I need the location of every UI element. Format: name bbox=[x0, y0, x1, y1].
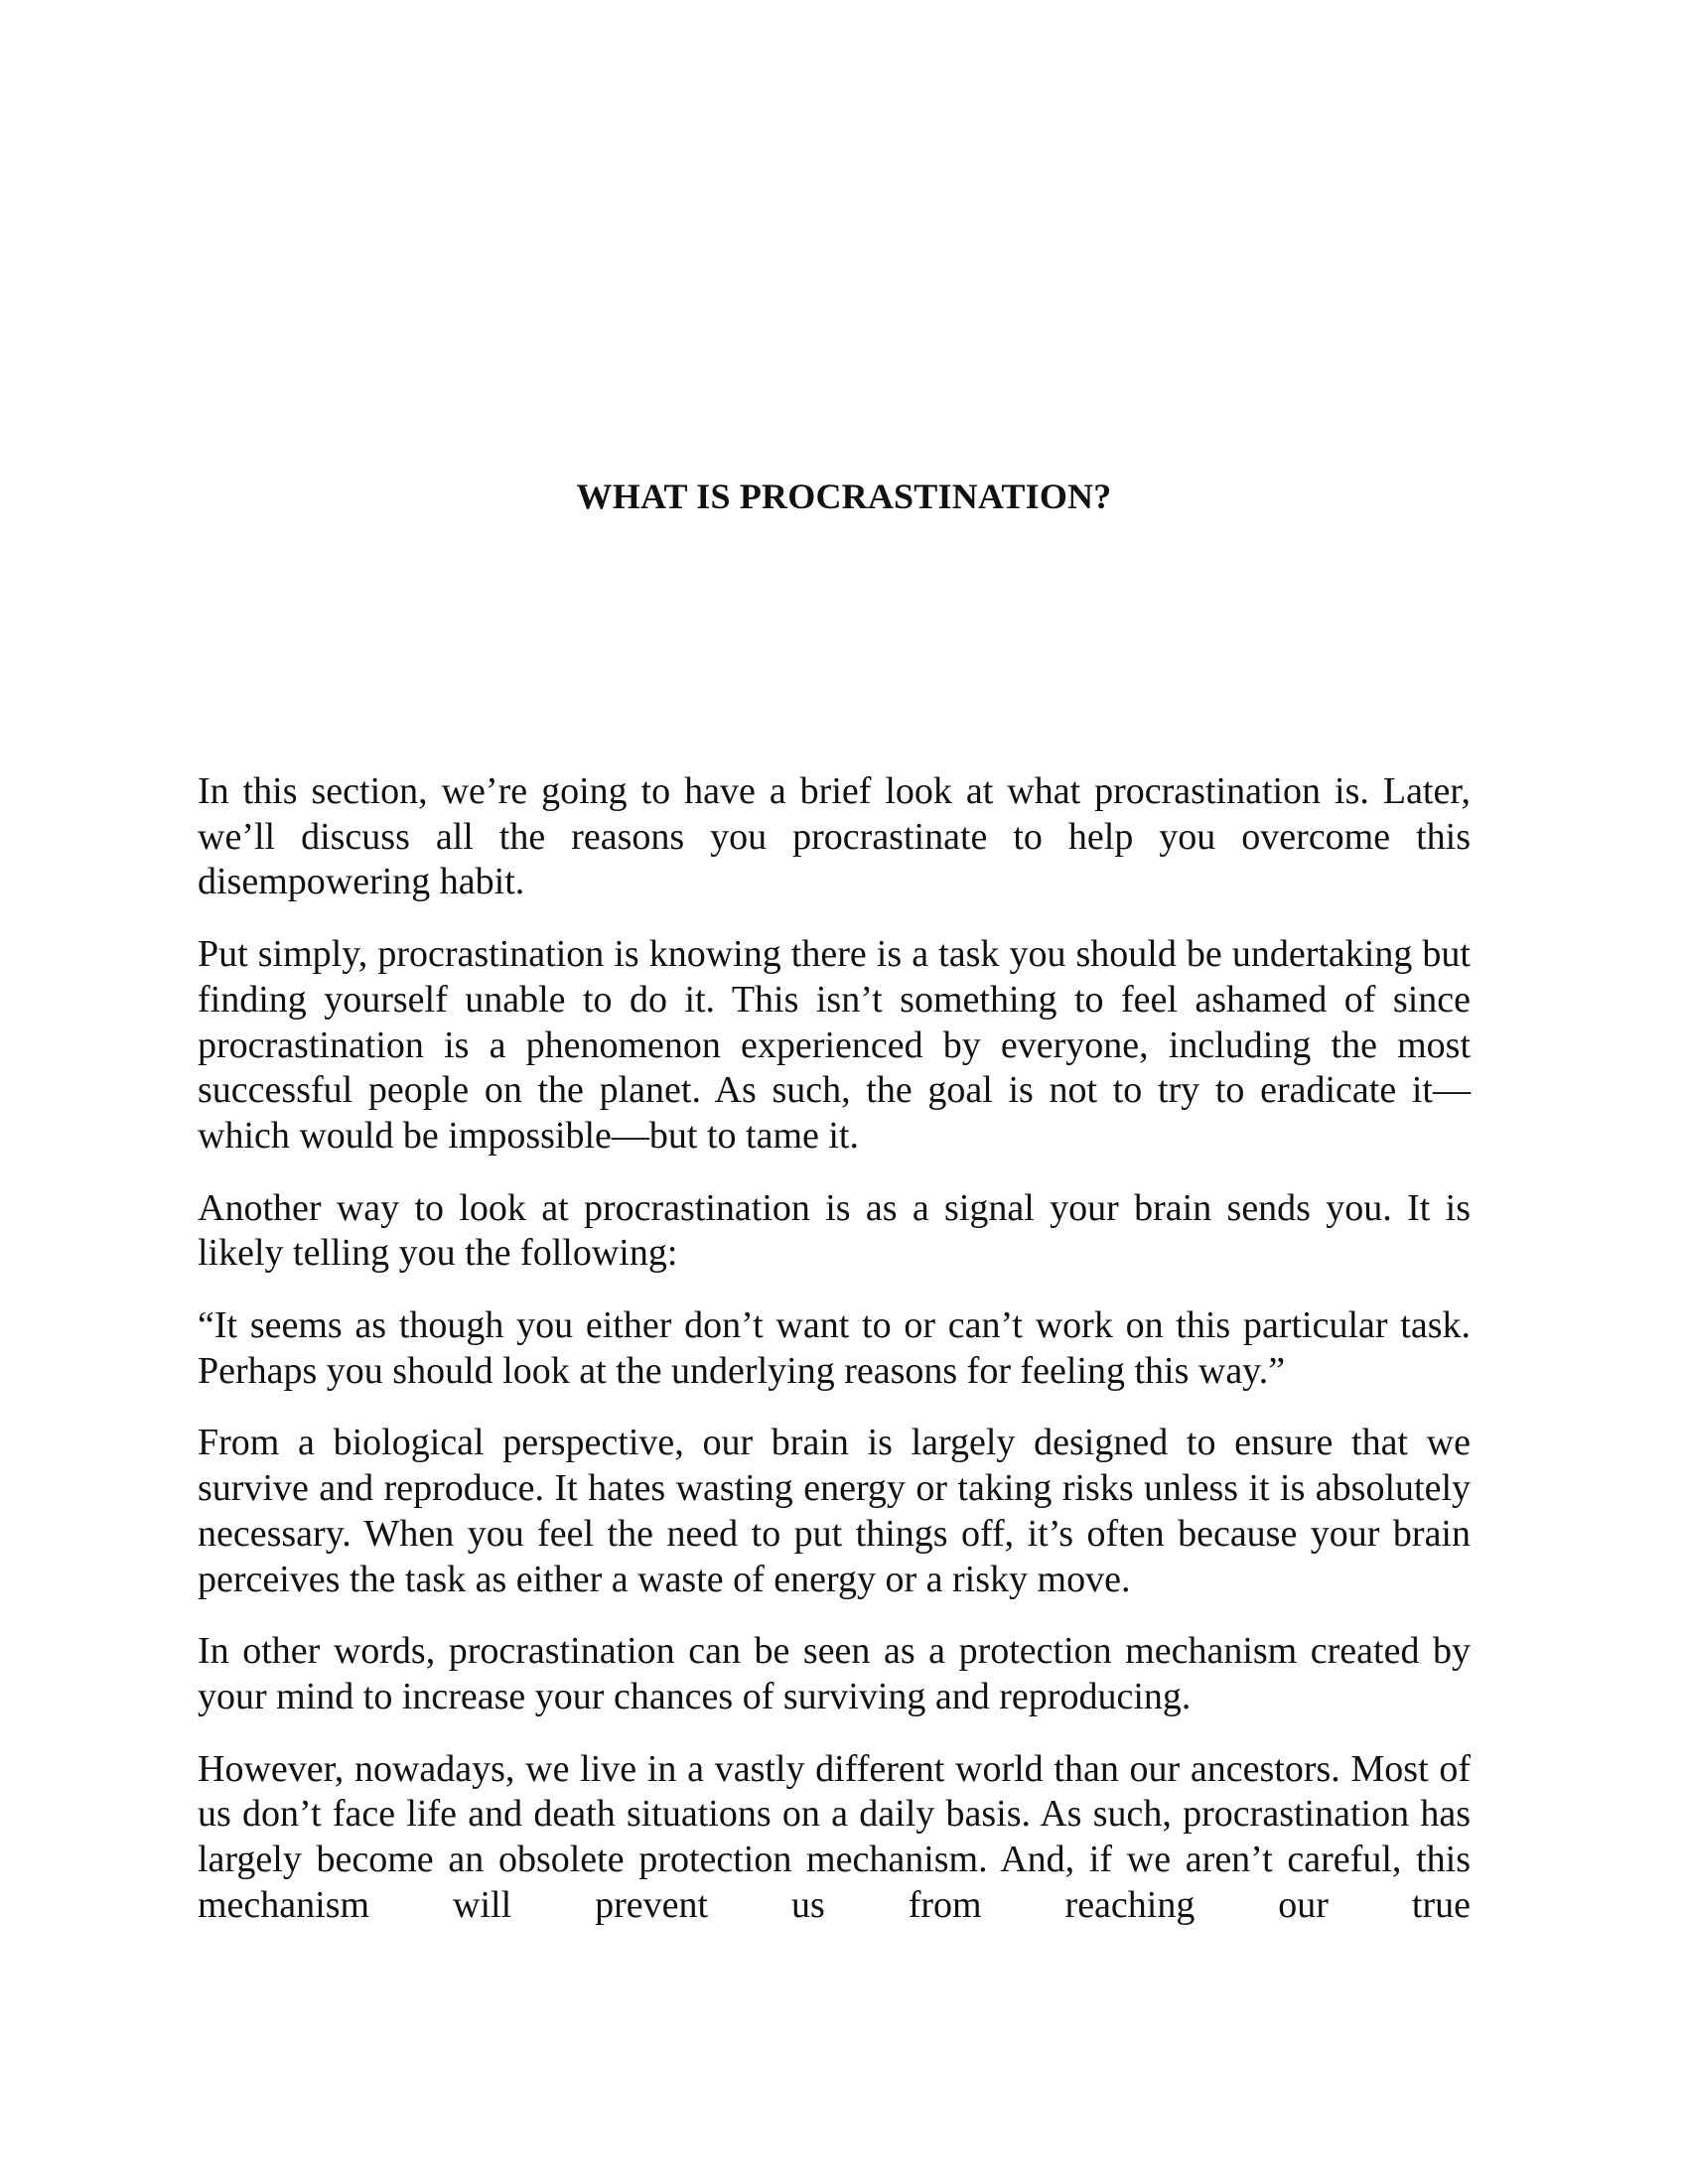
body-text bbox=[198, 769, 1471, 1928]
paragraph-intro: In this section, we’re going to have a brief look at what procrastination is. Later, we’ll discuss all the reasons you procrastinate to help you overcome this disempowering habit. bbox=[198, 770, 1471, 903]
paragraph-biology: From a biological perspective, our brain is largely designed to ensure that we survive and reproduce. It hates wasting energy or taking risks unless it is absolutely necessary. When you feel the need to put things off, it’s often because your brain perceives the task as either a waste of energy or a risky move. bbox=[198, 1422, 1471, 1600]
paragraph-quote: “It seems as though you either don’t want to or can’t work on this particular task. Perhaps you should look at the underlying reasons for feeling this way.” bbox=[198, 1304, 1471, 1392]
paragraph-definition: Put simply, procrastination is knowing there is a task you should be undertaking but finding yourself unable to do it. This isn’t something to feel ashamed of since procrastination is a phenomenon experienced by everyone, including the most successful people on the planet. As such, the goal is not to try to eradicate it—which would be impossible—but to tame it. bbox=[198, 933, 1471, 1157]
paragraph-modern-world: However, nowadays, we live in a vastly different world than our ancestors. Most of us don’t face life and death situations on a daily basis. As such, procrastination has largely become an obsolete protection mechanism. And, if we aren’t careful, this mechanism will prevent us from reaching our true bbox=[198, 1747, 1471, 1926]
chapter-title: WHAT IS PROCRASTINATION? bbox=[576, 477, 1112, 516]
paragraph-protection: In other words, procrastination can be seen as a protection mechanism created by your mind to increase your chances of surviving and reproducing. bbox=[198, 1630, 1471, 1717]
paragraph-signal: Another way to look at procrastination is as a signal your brain sends you. It is likely telling you the following: bbox=[198, 1186, 1471, 1275]
